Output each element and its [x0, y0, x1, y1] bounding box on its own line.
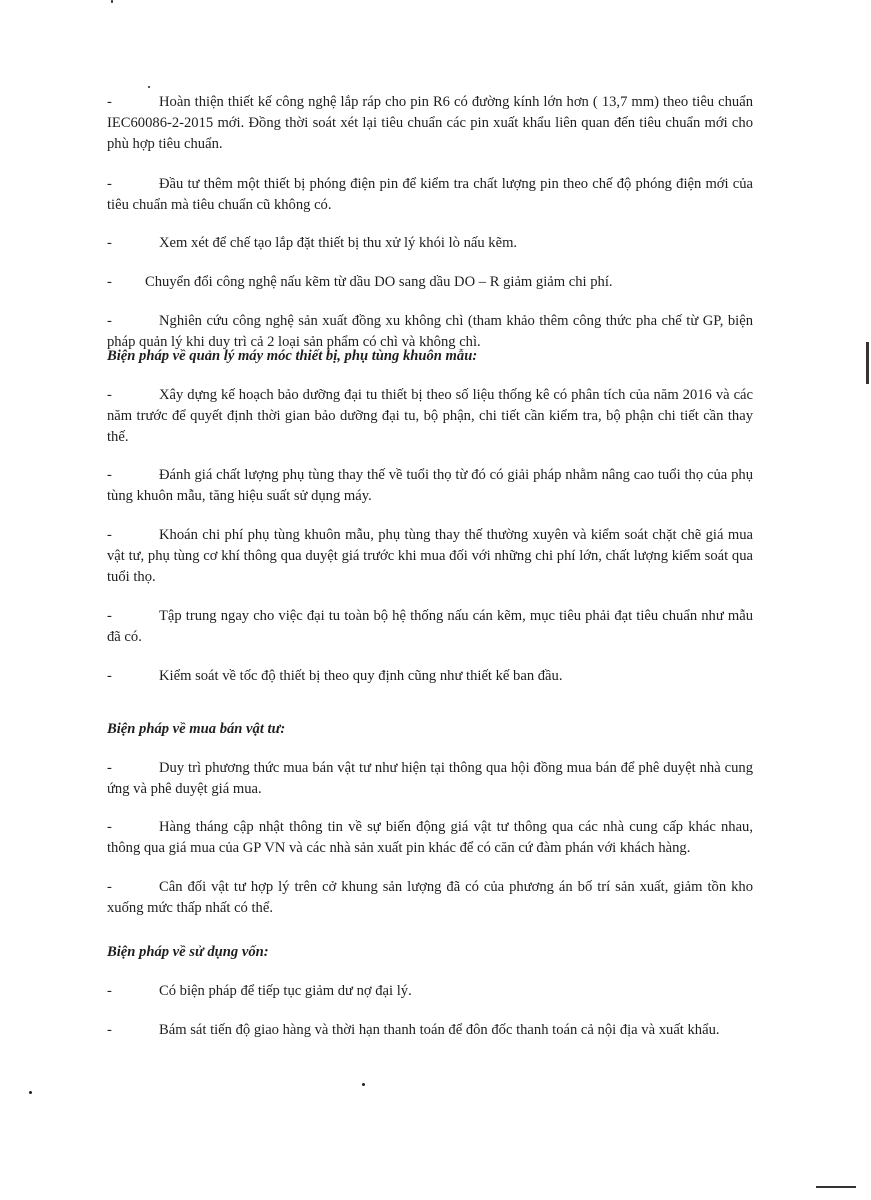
scan-edge-mark	[816, 1186, 856, 1188]
bullet-dash: -	[107, 274, 112, 290]
section-heading: Biện pháp về sử dụng vốn:	[107, 944, 269, 960]
scan-speck	[111, 0, 113, 3]
list-item: - Nghiên cứu công nghệ sản xuất đồng xu không chì (tham khảo thêm công thức pha chế từ GP, biện pháp quản lý khi duy trì cả 2 loại sản phẩm có chì và không chì.	[107, 313, 753, 350]
section-technology	[107, 92, 753, 353]
list-item: - Hoàn thiện thiết kế công nghệ lắp ráp cho pin R6 có đường kính lớn hơn ( 13,7 mm) theo tiêu chuẩn IEC60086-2-2015 mới. Đồng thời soát xét lại tiêu chuẩn các pin xuất khẩu liên quan đến tiêu chuẩn mới cho phù hợp tiêu chuẩn.	[107, 94, 753, 152]
bullet-dash: -	[107, 467, 112, 483]
list-item: - Hàng tháng cập nhật thông tin về sự biến động giá vật tư thông qua các nhà cung cấp khác nhau, thông qua giá mua của GP VN và các nhà sản xuất pin khác để có căn cứ đàm phán với khách hàng.	[107, 819, 753, 856]
list-item: - Đánh giá chất lượng phụ tùng thay thế về tuổi thọ từ đó có giải pháp nhằm nâng cao tuổi thọ của phụ tùng khuôn mẫu, tăng hiệu suất sử dụng máy.	[107, 467, 753, 504]
section-capital	[107, 942, 753, 1041]
list-item: - Duy trì phương thức mua bán vật tư như hiện tại thông qua hội đồng mua bán để phê duyệt nhà cung ứng và phê duyệt giá mua.	[107, 760, 753, 797]
bullet-dash: -	[107, 819, 112, 835]
bullet-dash: -	[107, 1022, 112, 1038]
list-item: - Chuyển đổi công nghệ nấu kẽm từ dầu DO sang dầu DO – R giảm giảm chi phí.	[107, 272, 753, 293]
list-item: - Tập trung ngay cho việc đại tu toàn bộ hệ thống nấu cán kẽm, mục tiêu phải đạt tiêu chuẩn như mẫu đã có.	[107, 608, 753, 645]
bullet-dash: -	[107, 235, 112, 251]
bullet-dash: -	[107, 668, 112, 684]
bullet-dash: -	[107, 176, 112, 192]
bullet-dash: -	[107, 983, 112, 999]
scan-edge-mark	[866, 342, 869, 384]
section-machinery	[107, 346, 753, 687]
list-item: - Cân đối vật tư hợp lý trên cở khung sản lượng đã có của phương án bố trí sản xuất, giảm tồn kho xuống mức thấp nhất có thể.	[107, 879, 753, 916]
scan-speck	[148, 86, 150, 88]
bullet-dash: -	[107, 94, 112, 110]
bullet-dash: -	[107, 608, 112, 624]
section-heading: Biện pháp về mua bán vật tư:	[107, 721, 286, 737]
list-item: - Xem xét để chế tạo lắp đặt thiết bị thu xử lý khói lò nấu kẽm.	[107, 233, 753, 254]
list-item: - Đầu tư thêm một thiết bị phóng điện pin để kiểm tra chất lượng pin theo chế độ phóng điện mới của tiêu chuẩn mà tiêu chuẩn cũ không có.	[107, 176, 753, 213]
list-item: - Bám sát tiến độ giao hàng và thời hạn thanh toán để đôn đốc thanh toán cả nội địa và xuất khẩu.	[107, 1020, 753, 1041]
scan-speck	[362, 1083, 365, 1086]
list-item: - Xây dựng kế hoạch bảo dưỡng đại tu thiết bị theo số liệu thống kê có phân tích của năm 2016 và các năm trước để quyết định thời gian bảo dưỡng đại tu, bộ phận, chi tiết cần kiểm tra, bộ phận chi tiết cần thay thế.	[107, 387, 753, 445]
bullet-dash: -	[107, 879, 112, 895]
list-item: - Kiểm soát về tốc độ thiết bị theo quy định cũng như thiết kế ban đầu.	[107, 666, 753, 687]
scan-speck	[29, 1091, 32, 1094]
list-item: - Có biện pháp để tiếp tục giảm dư nợ đại lý.	[107, 981, 753, 1002]
list-item: - Khoán chi phí phụ tùng khuôn mẫu, phụ tùng thay thế thường xuyên và kiểm soát chặt chẽ giá mua vật tư, phụ tùng cơ khí thông qua duyệt giá trước khi mua đối với những chi phí lớn, chất lượng kiểm soát qua tuổi thọ.	[107, 527, 753, 585]
section-purchasing	[107, 719, 753, 919]
bullet-dash: -	[107, 387, 112, 403]
bullet-dash: -	[107, 313, 112, 329]
bullet-dash: -	[107, 527, 112, 543]
bullet-dash: -	[107, 760, 112, 776]
section-heading: Biện pháp về quản lý máy móc thiết bị, phụ tùng khuôn mẫu:	[107, 348, 478, 364]
